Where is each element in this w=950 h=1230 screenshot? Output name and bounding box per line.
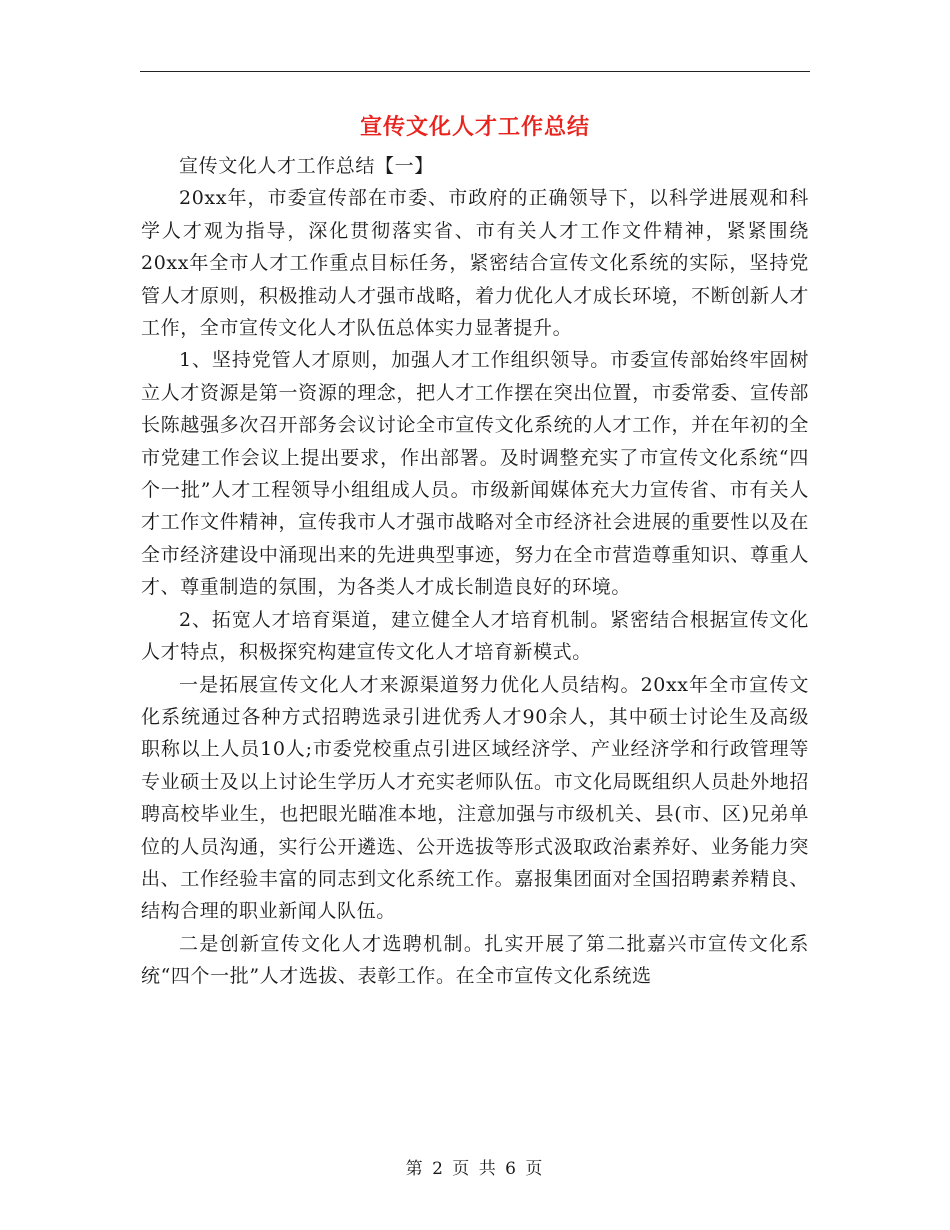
page-number: 第 2 页 共 6 页	[405, 1159, 545, 1179]
document-title: 宣传文化人才工作总结	[359, 115, 590, 140]
document-body	[141, 150, 809, 993]
paragraph-point-1: 1、坚持党管人才原则，加强人才工作组织领导。市委宣传部始终牢固树立人才资源是第一资源的理念，把人才工作摆在突出位置，市委常委、宣传部长陈越强多次召开部务会议讨论全市宣传文化系统的人才工作，并在年初的全市党建工作会议上提出要求，作出部署。及时调整充实了市宣传文化系统“四个一批”人才工程领导小组组成人员。市级新闻媒体充大力宣传省、市有关人才工作文件精神，宣传我市人才强市战略对全市经济社会进展的重要性以及在全市经济建设中涌现出来的先进典型事迹，努力在全市营造尊重知识、尊重人才、尊重制造的氛围，为各类人才成长制造良好的环境。	[141, 349, 809, 599]
paragraph-sub-1: 一是拓展宣传文化人才来源渠道努力优化人员结构。20xx年全市宣传文化系统通过各种方式招聘选录引进优秀人才90余人，其中硕士讨论生及高级职称以上人员10人;市委党校重点引进区域经济学、产业经济学和行政管理等专业硕士及以上讨论生学历人才充实老师队伍。市文化局既组织人员赴外地招聘高校毕业生，也把眼光瞄准本地，注意加强与市级机关、县(市、区)兄弟单位的人员沟通，实行公开遴选、公开选拔等形式汲取政治素养好、业务能力突出、工作经验丰富的同志到文化系统工作。嘉报集团面对全国招聘素养精良、结构合理的职业新闻人队伍。	[141, 673, 809, 923]
header-rule	[140, 71, 810, 72]
paragraph-intro: 20xx年，市委宣传部在市委、市政府的正确领导下，以科学进展观和科学人才观为指导，深化贯彻落实省、市有关人才工作文件精神，紧紧围绕20xx年全市人才工作重点目标任务，紧密结合宣传文化系统的实际，坚持党管人才原则，积极推动人才强市战略，着力优化人才成长环境，不断创新人才工作，全市宣传文化人才队伍总体实力显著提升。	[141, 187, 809, 340]
section-heading: 宣传文化人才工作总结【一】	[179, 155, 434, 177]
paragraph-sub-2: 二是创新宣传文化人才选聘机制。扎实开展了第二批嘉兴市宣传文化系统“四个一批”人才选拔、表彰工作。在全市宣传文化系统选	[141, 932, 809, 988]
paragraph-point-2: 2、拓宽人才培育渠道，建立健全人才培育机制。紧密结合根据宣传文化人才特点，积极探究构建宣传文化人才培育新模式。	[141, 608, 809, 664]
